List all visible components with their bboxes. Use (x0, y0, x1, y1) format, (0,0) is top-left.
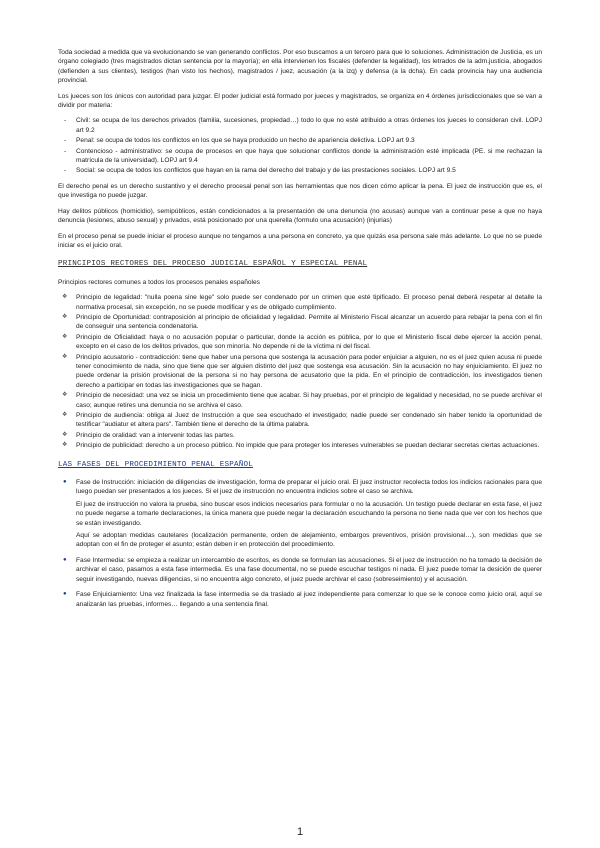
list-item (58, 556, 542, 584)
document-body (58, 48, 542, 615)
list-item: ❖ Principio de publicidad: derecho a un proceso público. No impide que para proteger los intereses vulnerables se puedan declarar secretas ciertas actuaciones. (58, 441, 542, 450)
list-item: ❖ Principio de Oportunidad: contraposición al principio de oficialidad y legalidad. Permite al Ministerio Fiscal alcanzar un acuerdo para rebajar la pena con el fin de conseguir una sentencia condenatoria. (58, 313, 542, 332)
delitos-paragraph: Hay delitos públicos (homicidio), semipúblicos, están condicionados a la presentación de una denuncia (no acusas) aunque van a continuar pese a que no haya denuncia (lesiones, abuso sexual) y privados, está posicionado por una querella (formulo una acusación) (injurias) (58, 207, 542, 225)
list-item: ❖ Principio de audiencia: obliga al Juez de Instrucción a que sea escuchado el investigado; nadie puede ser condenado sin haber tenido la oportunidad de testificar "audiatur et altera pars". También tiene el derecho de la última palabra. (58, 411, 542, 430)
list-item: ❖ Principio acusatorio - contradicción: tiene que haber una persona que sostenga la acusación para poder enjuiciar a alguien, no es el juez quien acusa ni puede tener conocimiento de nada, sino que tiene que ser alguien distinto del juez que sostenga esa acusación. Sin la acusación no hay enjuiciamiento. El juez no puede ordenar la prisión provisional de la persona si no hay persona de acusatorio que la pida. En el principio de contradicción, los investigados tienen derecho a participar en todas las investigaciones que se hagan. (58, 353, 542, 391)
fase-instruccion-text: Fase de Instrucción: iniciación de diligencias de investigación, forma de preparar el juicio oral. El juez instructor recolecta todos los indicios racionales para que luego puedan ser presentados a los jueces. Si el juez de instrucción no encuentra indicios sobre el caso se archiva. (76, 479, 542, 496)
list-item (58, 590, 542, 609)
intro-paragraph: Toda sociedad a medida que va evolucionando se van generando conflictos. Por eso buscamos a un tercero para que lo soluciones. Administración de Justicia, es un órgano colegiado (tres magistrados dictan sentencia por la mayoría); en ella intervienen los fiscales (defender la legalidad), los letrados de la adm.justicia, abogados (defienden a sus clientes), testigos (han visto los hechos), magistrados / juez, acusación (a la izq) y defensa (a la dcha). En cada provincia hay una audiencia provincial. (58, 49, 542, 85)
list-item: ❖ Principio de legalidad: "nulla poena sine lege" solo puede ser condenado por un crimen que esté tipificado. El proceso penal deberá respetar al detalle la normativa procesal, sin excepción, no se puede modificar y es de obligado cumplimiento. (58, 293, 542, 312)
fase-instruccion-sub: Aquí se adoptan medidas cautelares (localización permanente, orden de alejamiento, embargos preventivos, prisión provisional…), son medidas que se adoptan con el fin de proteger el asunto; están deben ir en protección del procedimiento. (76, 532, 542, 549)
list-item: - Penal: se ocupa de todos los conflictos en los que se haya producido un hecho de apariencia delictiva. LOPJ art 9.3 (58, 136, 542, 145)
ordenes-list (58, 116, 542, 175)
list-item: ❖ Principio de Oficialidad: haya o no acusación popular o particular, donde la acción es pública, por lo que el Ministerio fiscal debe ejercer la acción penal, excepto en el caso de los delitos privados, que son minoría. No depende ni de la víctima ni del fiscal. (58, 333, 542, 352)
section-heading-principios: PRINCIPIOS RECTORES DEL PROCESO JUDICIAL ESPAÑOL Y ESPECIAL PENAL (58, 260, 368, 269)
fase-instruccion-sub: El juez de instrucción no valora la prueba, sino buscar esos indicios necesarios para formular o no la acusación. Un testigo puede declarar en esta fase, el juez no puede negarse a tomarle declaraciones, la única manera que puede negar la declaración escuchando la persona no tiene nada que ver con los hechos que se están investigando. (76, 500, 542, 527)
fase-enjuiciamiento-text: Fase Enjuiciamiento: Una vez finalizada la fase intermedia se da traslado al juez independiente para comenzar lo que se le conoce como juicio oral, aquí se analizarán las pruebas, informes… llegando a una sentencia final. (76, 591, 542, 608)
list-item: - Social: se ocupa de todos los conflictos que hayan en la rama del derecho del trabajo y de las prestaciones sociales. LOPJ art 9.5 (58, 166, 542, 175)
principios-intro: Principios rectores comunes a todos los procesos penales españoles (58, 278, 260, 286)
fases-list (58, 478, 542, 609)
list-item: - Contencioso - administrativo: se ocupa de procesos en que haya que solucionar conflictos donde la administración esté implicada (PE. si me rechazan la matrícula de la universidad). LOPJ art 9.4 (58, 147, 542, 166)
list-item (58, 478, 542, 550)
list-item: ❖ Principio de necesidad: una vez se inicia un procedimiento tiene que acabar. Si hay pruebas, por el principio de legalidad y necesidad, no se puede archivar el caso; aunque retires una denuncia no se archiva el caso. (58, 391, 542, 410)
fase-intermedia-text: Fase Intermedia: se empieza a realizar un intercambio de escritos, es donde se formulan las acusaciones. Si el juez de instrucción no ha tomado la decisión de archivar el caso, pasamos a esta fase intermedia. Es una fase documental, no se puede escuchar testigos ni nada. El juez puede tomar la desición de querer seguir investigando, nuevas diligencias, si no encuentra algo concreto, el juez puede archivar el caso (sobreseimiento) y el acusación. (76, 556, 542, 583)
list-item: ❖ Principio de oralidad: van a intervenir todas las partes. (58, 431, 542, 440)
principios-list (58, 293, 542, 451)
section-heading-fases: LAS FASES DEL PROCEDIMIENTO PENAL ESPAÑOL (58, 460, 254, 469)
page-number: 1 (296, 826, 304, 838)
derecho-penal-paragraph: El derecho penal es un derecho sustantivo y el derecho procesal penal son las herramientas que nos dicen cómo aplicar la pena. El juez de instrucción que es, el que investiga no puede juzgar. (58, 182, 542, 200)
proceso-penal-paragraph: En el proceso penal se puede iniciar el proceso aunque no tengamos a una persona en concreto, ya que quizás esa persona sale más adelante. Lo que no se puede iniciar es el juicio oral. (58, 232, 542, 249)
jueces-paragraph: Los jueces son los únicos con autoridad para juzgar. El poder judicial está formado por jueces y magistrados, se organiza en 4 órdenes jurisdiccionales que se van a dividir por materia: (58, 92, 542, 110)
list-item: - Civil: se ocupa de los derechos privados (familia, sucesiones, propiedad…) todo lo que no esté atribuido a otras órdenes los jueces lo consideran civil. LOPJ art 9.2 (58, 116, 542, 135)
